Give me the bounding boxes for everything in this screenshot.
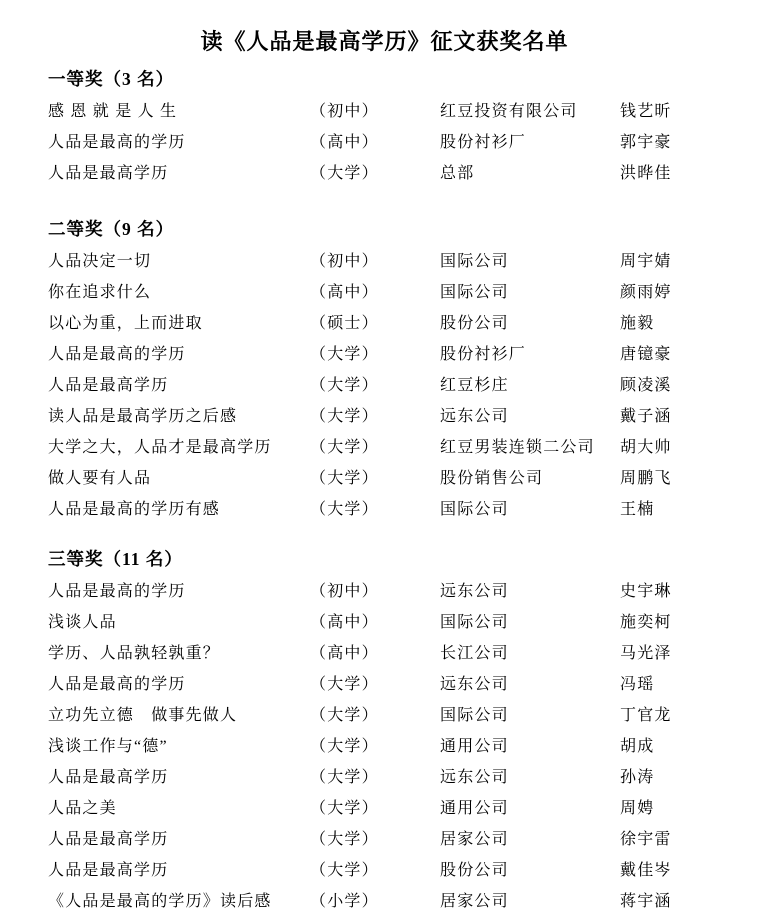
organization: 股份销售公司 — [440, 470, 544, 487]
education-level: （大学） — [310, 707, 379, 724]
essay-title: 人品是最高学历 — [48, 831, 169, 848]
education-level: （硕士） — [310, 315, 379, 332]
education-level: （小学） — [310, 893, 379, 910]
award-section — [48, 212, 721, 525]
award-row — [48, 762, 721, 793]
essay-title: 浅谈人品 — [48, 614, 117, 631]
winner-name: 丁官龙 — [620, 707, 672, 724]
education-level: （大学） — [310, 470, 379, 487]
award-row — [48, 127, 721, 158]
winner-name: 颜雨婷 — [620, 284, 672, 301]
essay-title: 立功先立德 做事先做人 — [48, 707, 238, 724]
essay-title: 浅谈工作与“德” — [48, 738, 168, 755]
award-row — [48, 96, 721, 127]
winner-name: 郭宇豪 — [620, 134, 672, 151]
education-level: （大学） — [310, 738, 379, 755]
award-row — [48, 401, 721, 432]
essay-title: 人品是最高的学历 — [48, 346, 186, 363]
essay-title: 人品之美 — [48, 800, 117, 817]
essay-title: 人品是最高的学历 — [48, 676, 186, 693]
award-row — [48, 277, 721, 308]
education-level: （初中） — [310, 103, 379, 120]
organization: 远东公司 — [440, 583, 509, 600]
section-header: 一等奖（3 名） — [48, 69, 175, 89]
organization: 长江公司 — [440, 645, 509, 662]
winner-name: 马光泽 — [620, 645, 672, 662]
award-row — [48, 669, 721, 700]
award-row — [48, 308, 721, 339]
award-row — [48, 793, 721, 824]
winner-name: 戴佳岑 — [620, 862, 672, 879]
award-row — [48, 494, 721, 525]
essay-title: 人品是最高的学历 — [48, 583, 186, 600]
award-row — [48, 370, 721, 401]
organization: 国际公司 — [440, 614, 509, 631]
essay-title: 人品是最高的学历 — [48, 134, 186, 151]
organization: 股份公司 — [440, 862, 509, 879]
education-level: （大学） — [310, 862, 379, 879]
award-row — [48, 576, 721, 607]
organization: 远东公司 — [440, 769, 509, 786]
education-level: （大学） — [310, 165, 379, 182]
education-level: （大学） — [310, 769, 379, 786]
award-sections — [48, 62, 721, 917]
award-section — [48, 542, 721, 917]
award-row — [48, 731, 721, 762]
document-title: 读《人品是最高学历》征文获奖名单 — [200, 29, 569, 54]
award-row — [48, 638, 721, 669]
education-level: （高中） — [310, 645, 379, 662]
organization: 股份衬衫厂 — [440, 346, 527, 363]
award-row — [48, 158, 721, 189]
education-level: （初中） — [310, 583, 379, 600]
award-row — [48, 855, 721, 886]
organization: 国际公司 — [440, 707, 509, 724]
winner-name: 洪晔佳 — [620, 165, 672, 182]
education-level: （高中） — [310, 134, 379, 151]
essay-title: 读人品是最高学历之后感 — [48, 408, 238, 425]
education-level: （大学） — [310, 831, 379, 848]
education-level: （高中） — [310, 614, 379, 631]
award-row — [48, 607, 721, 638]
education-level: （大学） — [310, 346, 379, 363]
essay-title: 人品是最高学历 — [48, 769, 169, 786]
winner-name: 戴子涵 — [620, 408, 672, 425]
winner-name: 钱艺昕 — [620, 103, 672, 120]
essay-title: 做人要有人品 — [48, 470, 152, 487]
winner-name: 施奕柯 — [620, 614, 672, 631]
winner-name: 唐镱豪 — [620, 346, 672, 363]
education-level: （大学） — [310, 501, 379, 518]
organization: 远东公司 — [440, 676, 509, 693]
essay-title: 人品是最高学历 — [48, 165, 169, 182]
winner-name: 冯瑶 — [620, 676, 655, 693]
education-level: （大学） — [310, 377, 379, 394]
award-row — [48, 700, 721, 731]
essay-title: 人品决定一切 — [48, 253, 152, 270]
winner-name: 王楠 — [620, 501, 655, 518]
winner-name: 史宇琳 — [620, 583, 672, 600]
organization: 红豆投资有限公司 — [440, 103, 578, 120]
organization: 红豆杉庄 — [440, 377, 509, 394]
organization: 通用公司 — [440, 800, 509, 817]
winner-name: 施毅 — [620, 315, 655, 332]
award-row — [48, 463, 721, 494]
award-row — [48, 339, 721, 370]
essay-title: 《人品是最高的学历》读后感 — [48, 893, 272, 910]
education-level: （高中） — [310, 284, 379, 301]
essay-title: 你在追求什么 — [48, 284, 152, 301]
organization: 股份衬衫厂 — [440, 134, 527, 151]
essay-title: 大学之大，人品才是最高学历 — [48, 439, 272, 456]
education-level: （大学） — [310, 439, 379, 456]
winner-name: 周娉 — [620, 800, 655, 817]
essay-title: 人品是最高的学历有感 — [48, 501, 221, 518]
organization: 居家公司 — [440, 893, 509, 910]
organization: 国际公司 — [440, 253, 509, 270]
winner-name: 周宇婧 — [620, 253, 672, 270]
award-row — [48, 824, 721, 855]
organization: 总部 — [440, 165, 475, 182]
winner-name: 蒋宇涵 — [620, 893, 672, 910]
organization: 远东公司 — [440, 408, 509, 425]
education-level: （大学） — [310, 676, 379, 693]
organization: 股份公司 — [440, 315, 509, 332]
organization: 通用公司 — [440, 738, 509, 755]
section-header: 三等奖（11 名） — [48, 549, 183, 569]
organization: 国际公司 — [440, 284, 509, 301]
education-level: （大学） — [310, 408, 379, 425]
award-row — [48, 246, 721, 277]
award-section — [48, 62, 721, 189]
award-row — [48, 432, 721, 463]
winner-name: 顾凌溪 — [620, 377, 672, 394]
essay-title: 学历、人品孰轻孰重？ — [48, 645, 221, 662]
winner-name: 周鹏飞 — [620, 470, 672, 487]
winner-name: 孙涛 — [620, 769, 655, 786]
organization: 红豆男装连锁二公司 — [440, 439, 595, 456]
essay-title: 以心为重，上而进取 — [48, 315, 203, 332]
essay-title: 人品是最高学历 — [48, 377, 169, 394]
section-header: 二等奖（9 名） — [48, 219, 175, 239]
essay-title: 感 恩 就 是 人 生 — [48, 103, 178, 120]
essay-title: 人品是最高学历 — [48, 862, 169, 879]
winner-name: 徐宇雷 — [620, 831, 672, 848]
winner-name: 胡大帅 — [620, 439, 672, 456]
organization: 国际公司 — [440, 501, 509, 518]
winner-name: 胡成 — [620, 738, 655, 755]
education-level: （初中） — [310, 253, 379, 270]
education-level: （大学） — [310, 800, 379, 817]
organization: 居家公司 — [440, 831, 509, 848]
award-row — [48, 886, 721, 917]
